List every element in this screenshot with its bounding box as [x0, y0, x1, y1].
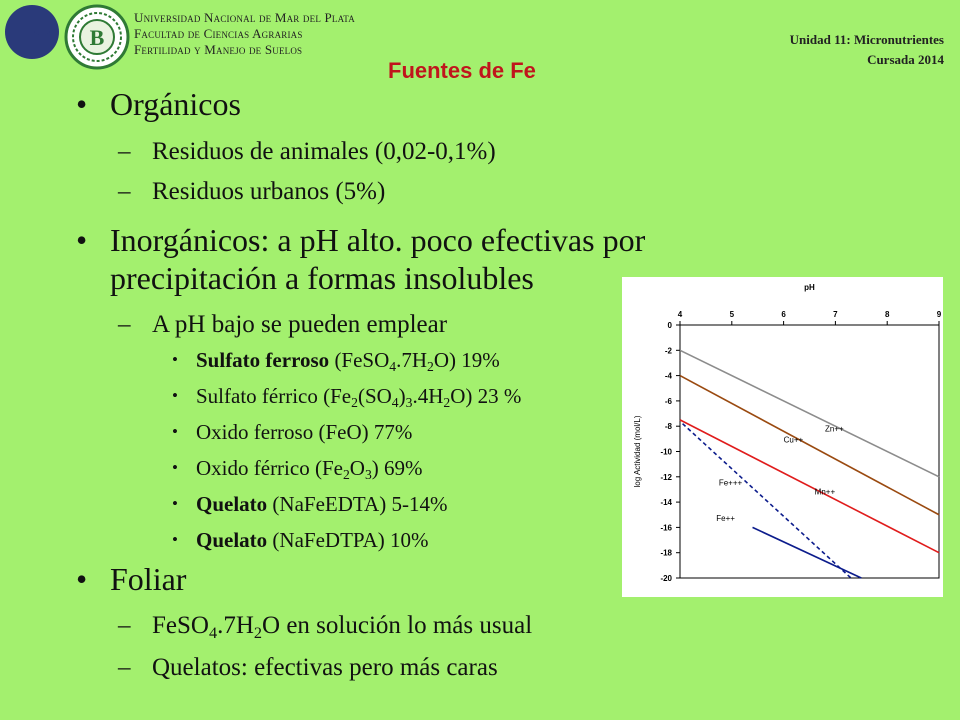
institution-line: Fertilidad y Manejo de Suelos: [134, 42, 303, 57]
sub-bullet: – $FeSO_4.7H_2O$ en solución lo más usual: [118, 612, 533, 642]
x-tick-label: 5: [729, 310, 735, 319]
source-item: • Quelato (NaFeEDTA) 5-14%: [172, 492, 448, 516]
y-tick-label: -8: [664, 422, 672, 432]
source-item: • Quelato (NaFeDTPA) 10%: [172, 528, 429, 552]
x-tick-label: 9: [936, 310, 942, 319]
y-axis-label: log Actividad (mol/L): [633, 415, 642, 488]
y-tick-label: -14: [660, 498, 672, 508]
y-tick-label: -2: [664, 346, 672, 356]
series-line-cupp: [680, 376, 939, 515]
plot-frame: [680, 325, 939, 578]
y-tick-label: -16: [660, 523, 672, 533]
source-item: • Sulfato ferroso $(FeSO_4.7H_2O)$ 19%: [172, 348, 500, 375]
institution-line: Universidad Nacional de Mar del Plata: [134, 10, 355, 25]
slide-title: Fuentes de Fe: [388, 58, 536, 83]
course-year: Cursada 2014: [867, 52, 944, 67]
series-label-fepp: Fe++: [716, 514, 735, 524]
sub-bullet: – Quelatos: efectivas pero más caras: [118, 654, 498, 681]
series-line-fepp: [753, 527, 862, 578]
y-tick-label: -6: [664, 396, 672, 406]
source-item: • Oxido ferroso (FeO) 77%: [172, 420, 413, 444]
source-item: • Oxido férrico $(Fe_2O_3)$ 69%: [172, 456, 423, 483]
series-label-cupp: Cu++: [783, 435, 804, 445]
y-tick-label: 0: [667, 321, 672, 330]
y-tick-label: -10: [660, 447, 672, 457]
x-tick-label: 7: [833, 310, 838, 319]
seal-letter: B: [89, 25, 105, 50]
sub-bullet: – Residuos de animales (0,02-0,1%): [118, 138, 496, 165]
series-label-mnpp: Mn++: [814, 487, 836, 497]
unit-title: Unidad 11: Micronutrientes: [789, 32, 944, 47]
institution-line: Facultad de Ciencias Agrarias: [134, 26, 303, 41]
bullet-organicos: • Orgánicos: [76, 86, 241, 122]
bullet-inorganicos-cont: precipitación a formas insolubles: [110, 260, 534, 296]
y-tick-label: -20: [660, 574, 672, 583]
bullet-foliar: • Foliar: [76, 561, 187, 597]
x-tick-label: 8: [884, 310, 890, 319]
bullet-inorganicos: • Inorgánicos: a pH alto. poco efectivas por: [76, 222, 646, 258]
series-label-feppp: Fe+++: [718, 478, 743, 488]
sub-bullet: – Residuos urbanos (5%): [118, 178, 386, 205]
y-tick-label: -12: [660, 472, 672, 482]
x-tick-label: 6: [781, 310, 786, 319]
series-label-znpp: Zn++: [825, 424, 844, 434]
y-tick-label: -18: [660, 548, 672, 558]
x-tick-label: 4: [677, 310, 683, 319]
chart-svg: [622, 277, 943, 597]
solubility-chart: [622, 277, 943, 597]
y-tick-label: -4: [664, 371, 672, 381]
series-line-feppp: [683, 424, 851, 578]
source-item: • Sulfato férrico $(Fe_2(SO_4)_3.4H_2O)$ 23 %: [172, 384, 522, 411]
sub-bullet: – A pH bajo se pueden emplear: [118, 311, 448, 338]
x-axis-label: pH: [804, 283, 815, 292]
